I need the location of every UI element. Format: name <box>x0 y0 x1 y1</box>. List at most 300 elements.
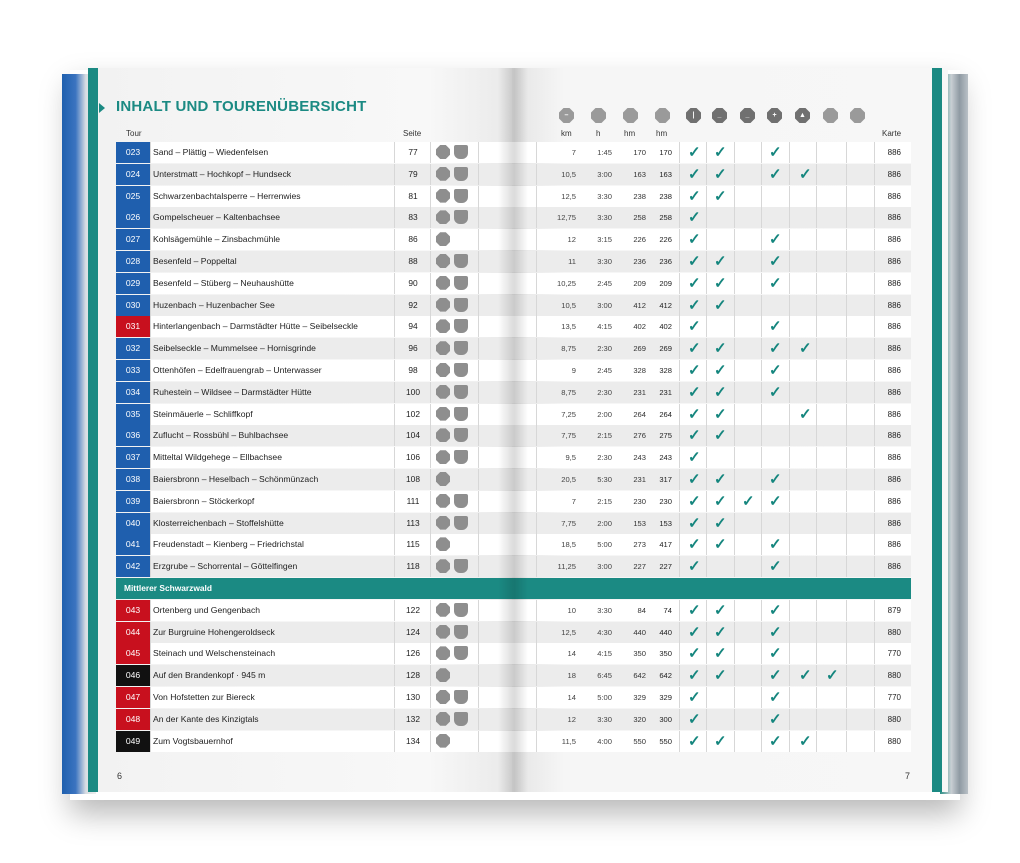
table-row <box>116 513 911 534</box>
tour-number-badge: 029 <box>116 273 150 294</box>
column-divider <box>478 665 479 686</box>
terrain-shield-icon <box>454 646 468 660</box>
column-divider <box>679 469 680 490</box>
checkmark-icon: ✓ <box>688 645 701 663</box>
checkmark-icon: ✓ <box>714 645 727 663</box>
column-divider <box>478 295 479 316</box>
column-divider <box>150 360 151 381</box>
column-divider <box>150 447 151 468</box>
column-divider <box>846 295 847 316</box>
tour-hours: 2:45 <box>597 278 612 288</box>
tour-hours: 3:30 <box>597 257 612 266</box>
tour-page: 126 <box>406 648 420 659</box>
tour-hours: 4:15 <box>597 322 612 332</box>
difficulty-octagon-icon <box>436 341 450 355</box>
column-divider <box>478 556 479 577</box>
column-divider <box>478 447 479 468</box>
tour-descent: 227 <box>659 562 672 572</box>
tour-hours: 3:15 <box>597 235 612 245</box>
tour-number-badge: 045 <box>116 643 150 664</box>
terrain-shield-icon <box>454 494 468 508</box>
tour-ascent: 163 <box>633 169 646 179</box>
tour-km: 18,5 <box>561 540 576 550</box>
tour-hours: 2:30 <box>597 453 612 463</box>
terrain-shield-icon <box>454 145 468 159</box>
tour-ascent: 269 <box>633 344 646 354</box>
column-divider <box>430 316 431 337</box>
column-divider <box>734 491 735 512</box>
column-divider <box>478 207 479 228</box>
tour-route: Besenfeld – Poppeltal <box>153 256 237 266</box>
table-row <box>116 491 911 512</box>
header-km: km <box>561 129 572 138</box>
column-divider <box>761 556 762 577</box>
tour-route: Baiersbronn – Heselbach – Schönmünzach <box>153 474 319 484</box>
column-divider <box>761 687 762 708</box>
column-divider <box>430 404 431 425</box>
column-divider <box>150 731 151 752</box>
column-divider <box>536 251 537 272</box>
column-divider <box>150 665 151 686</box>
column-divider <box>734 731 735 752</box>
checkmark-icon: ✓ <box>688 667 701 685</box>
column-divider <box>761 316 762 337</box>
checkmark-icon: ✓ <box>688 601 701 619</box>
column-divider <box>761 709 762 730</box>
column-divider <box>734 447 735 468</box>
tour-km: 18 <box>567 671 576 681</box>
tour-km: 10,5 <box>561 169 576 179</box>
difficulty-octagon-icon <box>436 407 450 421</box>
table-row <box>116 534 911 555</box>
tour-page: 100 <box>406 386 420 397</box>
column-divider <box>846 164 847 185</box>
checkmark-icon: ✓ <box>688 471 701 488</box>
column-divider <box>761 295 762 316</box>
column-divider <box>706 360 707 381</box>
column-divider <box>394 186 395 207</box>
tour-page: 88 <box>408 256 418 266</box>
checkmark-icon: ✓ <box>688 405 701 423</box>
tour-number-badge: 027 <box>116 229 150 250</box>
tour-ascent: 328 <box>633 366 646 375</box>
column-divider <box>536 469 537 490</box>
tour-number-badge: 036 <box>116 425 150 446</box>
column-divider <box>150 295 151 316</box>
column-divider <box>150 229 151 250</box>
tour-page: 92 <box>408 299 418 310</box>
table-row <box>116 186 911 207</box>
terrain-shield-icon <box>454 690 468 704</box>
checkmark-icon: ✓ <box>714 165 727 183</box>
column-divider <box>394 316 395 337</box>
tour-number-badge: 033 <box>116 360 150 381</box>
tour-ascent: 236 <box>633 257 646 266</box>
column-divider <box>430 556 431 577</box>
checkmark-icon: ✓ <box>688 689 701 706</box>
table-row <box>116 447 911 468</box>
difficulty-octagon-icon <box>436 167 450 181</box>
tour-km: 11,25 <box>557 562 576 572</box>
tour-km: 7,25 <box>561 409 576 419</box>
tour-descent: 402 <box>659 322 672 332</box>
column-divider <box>430 273 431 294</box>
column-divider <box>430 622 431 643</box>
difficulty-octagon-icon <box>436 363 450 377</box>
tour-route: Klosterreichenbach – Stoffelshütte <box>153 517 284 528</box>
right-teal-bar <box>932 68 942 792</box>
column-divider <box>478 513 479 534</box>
checkmark-icon: ✓ <box>769 558 782 576</box>
checkmark-icon: ✓ <box>799 340 812 358</box>
column-divider <box>150 425 151 446</box>
column-divider <box>789 534 790 555</box>
column-divider <box>478 273 479 294</box>
column-divider <box>706 513 707 534</box>
column-divider <box>706 709 707 730</box>
tour-ascent: 440 <box>633 627 646 637</box>
section-header <box>116 578 911 599</box>
column-divider <box>478 491 479 512</box>
column-divider <box>789 273 790 294</box>
column-divider <box>761 534 762 555</box>
tour-descent: 258 <box>659 213 672 223</box>
checkmark-icon: ✓ <box>769 383 782 401</box>
tour-route: Besenfeld – Stüberg – Neuhaushütte <box>153 277 294 288</box>
column-divider <box>706 273 707 294</box>
checkmark-icon: ✓ <box>769 492 782 510</box>
tour-hours: 3:00 <box>597 562 612 572</box>
tour-page: 96 <box>408 343 418 354</box>
column-divider <box>846 622 847 643</box>
column-divider <box>150 469 151 490</box>
column-divider <box>816 273 817 294</box>
tour-km: 7 <box>571 148 576 157</box>
column-divider <box>734 622 735 643</box>
difficulty-octagon-icon <box>436 319 450 333</box>
checkmark-icon: ✓ <box>714 536 727 554</box>
tour-number-badge: 032 <box>116 338 150 359</box>
tour-route: Von Hofstetten zur Biereck <box>153 692 255 702</box>
column-divider <box>394 665 395 686</box>
tour-hours: 2:15 <box>597 496 612 506</box>
tour-route: Erzgrube – Schorrental – Göttelfingen <box>153 561 298 572</box>
column-divider <box>734 164 735 185</box>
tour-descent: 226 <box>659 235 672 245</box>
column-divider <box>706 164 707 185</box>
tour-km: 8,75 <box>561 387 576 397</box>
column-divider <box>816 469 817 490</box>
tour-page: 102 <box>406 408 420 419</box>
column-divider <box>816 142 817 163</box>
column-divider <box>536 316 537 337</box>
checkmark-icon: ✓ <box>714 732 727 750</box>
column-divider <box>536 600 537 621</box>
column-divider <box>706 643 707 664</box>
column-divider <box>679 360 680 381</box>
checkmark-icon: ✓ <box>714 144 727 161</box>
tour-ascent: 273 <box>633 540 646 550</box>
column-divider <box>536 709 537 730</box>
column-divider <box>846 207 847 228</box>
checkmark-icon: ✓ <box>714 427 727 445</box>
column-divider <box>734 316 735 337</box>
tour-ascent: 230 <box>633 496 646 506</box>
column-divider <box>846 469 847 490</box>
tour-ascent: 320 <box>633 714 646 724</box>
column-divider <box>706 600 707 621</box>
column-divider <box>761 229 762 250</box>
column-divider <box>394 251 395 272</box>
column-divider <box>478 687 479 708</box>
column-divider <box>706 469 707 490</box>
terrain-shield-icon <box>454 341 468 355</box>
tour-descent: 275 <box>659 431 672 441</box>
column-divider <box>706 207 707 228</box>
tour-descent: 642 <box>659 671 672 681</box>
column-divider <box>816 709 817 730</box>
column-divider <box>789 382 790 403</box>
tour-page: 128 <box>406 670 420 681</box>
column-divider <box>734 251 735 272</box>
tour-descent: 440 <box>659 627 672 637</box>
column-divider <box>789 425 790 446</box>
column-divider <box>430 229 431 250</box>
checkmark-icon: ✓ <box>688 558 701 576</box>
column-divider <box>846 643 847 664</box>
column-divider <box>150 687 151 708</box>
tour-map: 880 <box>887 736 901 746</box>
column-divider <box>816 164 817 185</box>
tour-map: 886 <box>887 387 901 397</box>
column-divider <box>478 164 479 185</box>
column-divider <box>478 469 479 490</box>
column-divider <box>734 425 735 446</box>
tour-number-badge: 031 <box>116 316 150 337</box>
column-divider <box>430 534 431 555</box>
header-hm-down: hm <box>656 129 668 138</box>
column-divider <box>536 425 537 446</box>
tour-descent: 153 <box>659 518 672 528</box>
checkmark-icon: ✓ <box>688 449 701 467</box>
column-divider <box>536 491 537 512</box>
tour-page: 132 <box>406 713 420 724</box>
column-divider <box>789 600 790 621</box>
tour-ascent: 231 <box>633 475 646 484</box>
column-divider <box>536 556 537 577</box>
checkmark-icon: ✓ <box>714 362 727 379</box>
checkmark-icon: ✓ <box>714 514 727 532</box>
checkmark-icon: ✓ <box>714 340 727 358</box>
terrain-shield-icon <box>454 385 468 399</box>
column-divider <box>846 534 847 555</box>
tour-descent: 417 <box>659 540 672 550</box>
tour-route: Unterstmatt – Hochkopf – Hundseck <box>153 168 292 179</box>
column-divider <box>536 186 537 207</box>
column-divider <box>679 338 680 359</box>
column-divider <box>789 229 790 250</box>
tour-ascent: 84 <box>637 605 646 615</box>
column-divider <box>761 207 762 228</box>
column-divider <box>679 513 680 534</box>
column-divider <box>734 534 735 555</box>
tour-number-badge: 049 <box>116 731 150 752</box>
page-number-left: 6 <box>117 771 123 781</box>
tour-route: Zuflucht – Rossbühl – Buhlbachsee <box>153 430 289 441</box>
column-divider <box>706 316 707 337</box>
checkmark-icon: ✓ <box>769 689 782 706</box>
tour-km: 12,5 <box>561 627 576 637</box>
column-divider <box>761 731 762 752</box>
column-divider <box>679 491 680 512</box>
column-divider <box>430 338 431 359</box>
column-divider <box>816 513 817 534</box>
page-title: INHALT UND TOURENÜBERSICHT <box>116 98 367 115</box>
difficulty-octagon-icon <box>436 537 450 551</box>
terrain-shield-icon <box>454 625 468 639</box>
tour-map: 880 <box>887 671 901 681</box>
column-divider <box>478 251 479 272</box>
tour-map: 886 <box>887 366 901 375</box>
terrain-shield-icon <box>454 450 468 464</box>
column-divider <box>536 513 537 534</box>
column-divider <box>734 665 735 686</box>
tour-descent: 264 <box>659 409 672 419</box>
tour-km: 10,25 <box>556 278 576 288</box>
table-row <box>116 338 911 359</box>
column-divider <box>430 164 431 185</box>
tour-descent: 317 <box>659 475 672 484</box>
column-divider <box>761 513 762 534</box>
tour-descent: 230 <box>659 496 672 506</box>
column-divider <box>679 229 680 250</box>
column-divider <box>789 251 790 272</box>
column-divider <box>478 425 479 446</box>
tour-map: 886 <box>887 475 901 484</box>
column-divider <box>478 338 479 359</box>
column-divider <box>679 186 680 207</box>
tour-route: Ortenberg und Gengenbach <box>153 604 261 615</box>
column-divider <box>394 622 395 643</box>
column-divider <box>150 186 151 207</box>
tour-km: 7 <box>571 496 576 506</box>
column-divider <box>679 534 680 555</box>
checkmark-icon: ✓ <box>688 710 701 728</box>
tour-descent: 243 <box>659 453 672 463</box>
column-divider <box>536 273 537 294</box>
difficulty-octagon-icon <box>436 210 450 224</box>
column-divider <box>816 316 817 337</box>
column-divider <box>536 643 537 664</box>
tour-descent: 238 <box>659 191 672 201</box>
tour-page: 86 <box>408 234 418 245</box>
column-divider <box>394 447 395 468</box>
column-divider <box>679 382 680 403</box>
column-divider <box>394 164 395 185</box>
tour-hours: 1:45 <box>597 148 612 157</box>
column-divider <box>679 447 680 468</box>
tour-route: Auf den Brandenkopf · 945 m <box>153 670 266 681</box>
tour-number-badge: 034 <box>116 382 150 403</box>
checkmark-icon: ✓ <box>769 165 782 183</box>
column-divider <box>478 316 479 337</box>
terrain-shield-icon <box>454 276 468 290</box>
column-divider <box>430 491 431 512</box>
tour-page: 111 <box>406 495 420 506</box>
tour-descent: 412 <box>659 300 672 310</box>
column-divider <box>394 338 395 359</box>
column-divider <box>536 207 537 228</box>
tour-route: Baiersbronn – Stöckerkopf <box>153 495 255 506</box>
column-divider <box>761 404 762 425</box>
tour-km: 10,5 <box>561 300 576 310</box>
checkmark-icon: ✓ <box>714 601 727 619</box>
column-divider <box>789 186 790 207</box>
tour-ascent: 226 <box>633 235 646 245</box>
checkmark-icon: ✓ <box>742 492 755 510</box>
table-row <box>116 382 911 403</box>
column-divider <box>478 534 479 555</box>
terrain-shield-icon <box>454 712 468 726</box>
column-divider <box>734 295 735 316</box>
column-divider <box>536 142 537 163</box>
column-divider <box>789 338 790 359</box>
column-divider <box>478 229 479 250</box>
column-divider <box>679 556 680 577</box>
column-divider <box>706 687 707 708</box>
checkmark-icon: ✓ <box>688 732 701 750</box>
tour-number-badge: 035 <box>116 404 150 425</box>
column-divider <box>536 338 537 359</box>
tour-route: Huzenbach – Huzenbacher See <box>153 299 275 310</box>
column-divider <box>734 404 735 425</box>
column-divider <box>679 643 680 664</box>
column-divider <box>789 665 790 686</box>
column-divider <box>846 142 847 163</box>
tour-map: 886 <box>887 213 901 223</box>
tour-km: 14 <box>567 693 576 702</box>
column-divider <box>150 338 151 359</box>
difficulty-octagon-icon <box>436 385 450 399</box>
checkmark-icon: ✓ <box>714 623 727 641</box>
column-divider <box>761 600 762 621</box>
column-divider <box>734 360 735 381</box>
difficulty-octagon-icon <box>436 189 450 203</box>
column-divider <box>789 142 790 163</box>
checkmark-icon: ✓ <box>714 471 727 488</box>
column-divider <box>734 142 735 163</box>
tour-page: 124 <box>406 626 420 637</box>
checkmark-icon: ✓ <box>769 710 782 728</box>
tour-number-badge: 044 <box>116 622 150 643</box>
column-divider <box>394 600 395 621</box>
column-divider <box>430 643 431 664</box>
column-divider <box>536 229 537 250</box>
tour-number-badge: 023 <box>116 142 150 163</box>
checkmark-icon: ✓ <box>769 732 782 750</box>
column-divider <box>846 251 847 272</box>
checkmark-icon: ✓ <box>799 165 812 183</box>
checkmark-icon: ✓ <box>688 187 701 205</box>
tour-km: 8,75 <box>561 344 576 354</box>
header-seite: Seite <box>403 129 422 138</box>
header-tour: Tour <box>126 129 142 138</box>
tour-number-badge: 038 <box>116 469 150 490</box>
column-divider <box>846 556 847 577</box>
column-divider <box>789 709 790 730</box>
table-row <box>116 273 911 294</box>
tour-map: 886 <box>887 431 901 441</box>
